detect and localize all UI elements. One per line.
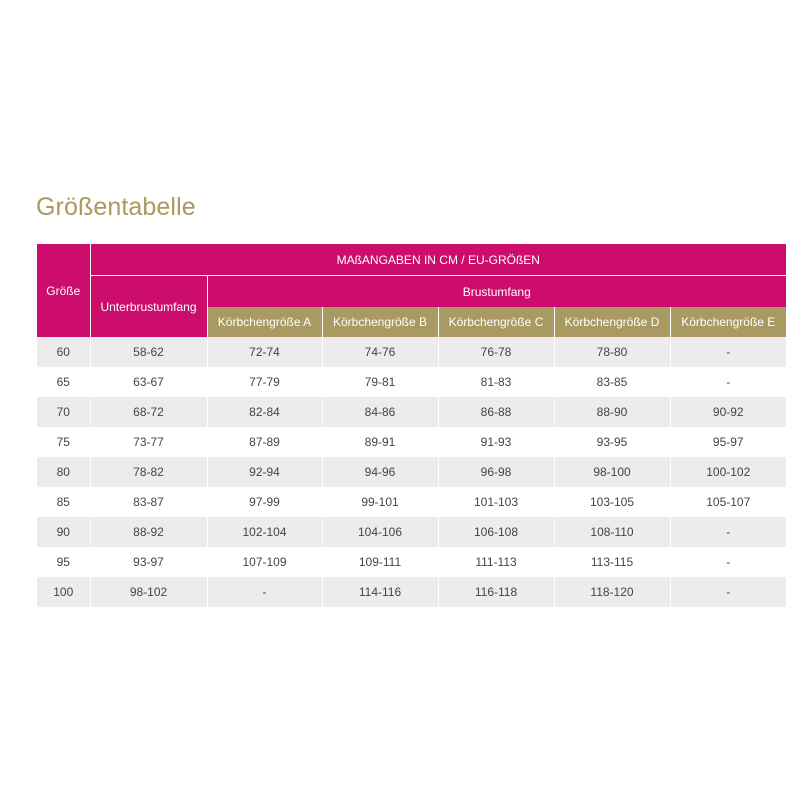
cup-a-cell: 97-99 [207,487,322,517]
cup-d-cell: 78-80 [554,337,670,367]
cup-c-header: Körbchengröße C [438,307,554,337]
size-cell: 75 [37,427,90,457]
table-body [37,337,786,607]
cup-e-cell: - [670,337,786,367]
cup-b-cell: 109-111 [322,547,438,577]
underbust-cell: 93-97 [90,547,207,577]
cup-a-header: Körbchengröße A [207,307,322,337]
cup-e-cell: - [670,367,786,397]
cup-d-cell: 88-90 [554,397,670,427]
underbust-cell: 88-92 [90,517,207,547]
cup-d-cell: 93-95 [554,427,670,457]
cup-a-cell: 72-74 [207,337,322,367]
cup-a-cell: 82-84 [207,397,322,427]
cup-a-cell: 92-94 [207,457,322,487]
cup-c-cell: 111-113 [438,547,554,577]
underbust-cell: 58-62 [90,337,207,367]
table-row [37,367,786,397]
cup-d-cell: 83-85 [554,367,670,397]
underbust-cell: 78-82 [90,457,207,487]
cup-c-cell: 91-93 [438,427,554,457]
cup-b-cell: 104-106 [322,517,438,547]
cup-d-cell: 103-105 [554,487,670,517]
size-column-header: Größe [37,244,90,337]
cup-d-cell: 113-115 [554,547,670,577]
size-cell: 85 [37,487,90,517]
size-cell: 80 [37,457,90,487]
page-title: Größentabelle [36,193,196,221]
cup-b-cell: 94-96 [322,457,438,487]
cup-d-cell: 118-120 [554,577,670,607]
cup-a-cell: 102-104 [207,517,322,547]
measurements-group-header: MAßANGABEN IN CM / EU-GRÖßEN [90,244,786,276]
underbust-cell: 73-77 [90,427,207,457]
bust-group-header: Brustumfang [207,276,786,308]
underbust-cell: 98-102 [90,577,207,607]
cup-d-cell: 98-100 [554,457,670,487]
table-row [37,337,786,367]
size-cell: 95 [37,547,90,577]
table-row [37,547,786,577]
cup-e-cell: 100-102 [670,457,786,487]
cup-b-cell: 84-86 [322,397,438,427]
cup-c-cell: 101-103 [438,487,554,517]
table-header [37,244,786,337]
underbust-column-header: Unterbrustumfang [90,276,207,338]
cup-c-cell: 86-88 [438,397,554,427]
table-row [37,397,786,427]
cup-d-cell: 108-110 [554,517,670,547]
cup-a-cell: 77-79 [207,367,322,397]
size-cell: 70 [37,397,90,427]
underbust-cell: 63-67 [90,367,207,397]
cup-b-cell: 99-101 [322,487,438,517]
cup-e-cell: 95-97 [670,427,786,457]
cup-a-cell: - [207,577,322,607]
cup-c-cell: 96-98 [438,457,554,487]
cup-b-cell: 74-76 [322,337,438,367]
cup-d-header: Körbchengröße D [554,307,670,337]
size-cell: 65 [37,367,90,397]
table-row [37,457,786,487]
cup-b-cell: 114-116 [322,577,438,607]
table-row [37,517,786,547]
underbust-cell: 83-87 [90,487,207,517]
size-cell: 100 [37,577,90,607]
cup-a-cell: 87-89 [207,427,322,457]
cup-e-cell: 90-92 [670,397,786,427]
cup-c-cell: 81-83 [438,367,554,397]
cup-b-cell: 89-91 [322,427,438,457]
size-chart-table [37,244,786,607]
table-row [37,577,786,607]
size-cell: 90 [37,517,90,547]
cup-b-cell: 79-81 [322,367,438,397]
underbust-cell: 68-72 [90,397,207,427]
table-row [37,487,786,517]
cup-c-cell: 116-118 [438,577,554,607]
cup-c-cell: 76-78 [438,337,554,367]
cup-c-cell: 106-108 [438,517,554,547]
cup-a-cell: 107-109 [207,547,322,577]
cup-e-cell: - [670,547,786,577]
cup-e-header: Körbchengröße E [670,307,786,337]
cup-e-cell: - [670,577,786,607]
size-cell: 60 [37,337,90,367]
cup-e-cell: - [670,517,786,547]
cup-b-header: Körbchengröße B [322,307,438,337]
table-row [37,427,786,457]
cup-e-cell: 105-107 [670,487,786,517]
